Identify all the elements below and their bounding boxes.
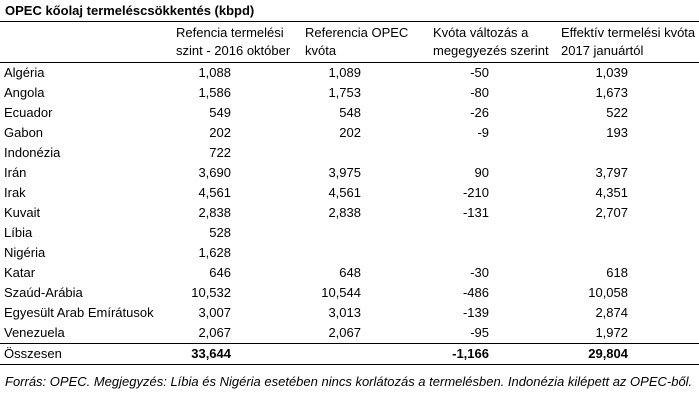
table-cell: 3,007 [198, 305, 231, 320]
table-cell [301, 223, 429, 243]
header-reference-quota: Referencia OPEC kvóta [301, 22, 429, 63]
table-cell: -95 [470, 325, 489, 340]
country-name: Algéria [4, 65, 45, 80]
total-label: Összesen [0, 344, 172, 365]
country-name: Ecuador [4, 105, 53, 120]
header-quota-change: Kvóta változás a megegyezés szerint [429, 22, 557, 63]
table-cell: 90 [474, 165, 489, 180]
table-cell: 10,058 [588, 285, 628, 300]
table-row [0, 223, 699, 243]
table-cell: 1,039 [595, 65, 628, 80]
table-cell: 2,874 [595, 305, 628, 320]
country-name: Nigéria [4, 245, 46, 260]
header-reference-production: Refencia termelési szint - 2016 október [172, 22, 301, 63]
table-cell: 2,838 [328, 205, 361, 220]
table-cell: 722 [209, 145, 231, 160]
table-cell: 522 [606, 105, 628, 120]
table-cell: 3,975 [328, 165, 361, 180]
table-cell [429, 243, 557, 263]
table-row [0, 303, 699, 323]
table-cell [301, 143, 429, 163]
table-cell: 1,673 [595, 85, 628, 100]
country-name: Indonézia [4, 145, 61, 160]
table-cell: 2,838 [198, 205, 231, 220]
table-cell: 618 [606, 265, 628, 280]
table-cell: 4,351 [595, 185, 628, 200]
country-name: Líbia [4, 225, 33, 240]
total-cell [301, 344, 429, 365]
country-name: Angola [4, 85, 45, 100]
table-row [0, 323, 699, 344]
source-note: Forrás: OPEC. Megjegyzés: Líbia és Nigéria esetében nincs korlátozás a termelésben. Indonézia kilépett az OPEC-ből. [5, 374, 693, 389]
table-cell: 4,561 [328, 185, 361, 200]
table-cell: -26 [470, 105, 489, 120]
table-cell: 3,797 [595, 165, 628, 180]
table-cell: -9 [477, 125, 489, 140]
header-country [0, 22, 172, 63]
table-cell: 528 [209, 225, 231, 240]
country-name: Kuvait [4, 205, 41, 220]
table-cell [557, 143, 699, 163]
table-cell: 3,013 [328, 305, 361, 320]
table-row [0, 163, 699, 183]
table-row [0, 243, 699, 263]
table-cell: -80 [470, 85, 489, 100]
table-cell: 1,586 [198, 85, 231, 100]
table-row [0, 263, 699, 283]
total-cell: 33,644 [172, 344, 301, 365]
table-title: OPEC kőolaj termeléscsökkentés (kbpd) [5, 3, 255, 18]
country-name: Gabon [4, 125, 44, 140]
table-cell [301, 243, 429, 263]
table-cell: -50 [470, 65, 489, 80]
header-row [0, 22, 699, 63]
table-row [0, 183, 699, 203]
table-row [0, 63, 699, 84]
header-effective-quota: Effektív termelési kvóta 2017 januártól [557, 22, 699, 63]
table-cell: 2,067 [328, 325, 361, 340]
table-cell [429, 143, 557, 163]
table-cell: 10,532 [191, 285, 231, 300]
production-table [0, 21, 699, 365]
table-cell: -139 [462, 305, 489, 320]
table-cell: 2,707 [595, 205, 628, 220]
table-row [0, 283, 699, 303]
table-cell: 1,089 [328, 65, 361, 80]
table-row [0, 83, 699, 103]
table-cell [557, 243, 699, 263]
table-row [0, 203, 699, 223]
country-name: Venezuela [4, 325, 65, 340]
table-cell: 10,544 [321, 285, 361, 300]
table-cell: 549 [209, 105, 231, 120]
table-cell: 2,067 [198, 325, 231, 340]
table-row [0, 103, 699, 123]
table-cell: -30 [470, 265, 489, 280]
country-name: Szaúd-Arábia [4, 285, 83, 300]
total-cell: -1,166 [429, 344, 557, 365]
table-cell: 1,628 [198, 245, 231, 260]
table-cell: 1,088 [198, 65, 231, 80]
table-cell: 548 [339, 105, 361, 120]
table-cell: 3,690 [198, 165, 231, 180]
table-cell [429, 223, 557, 243]
country-name: Egyesült Arab Emírátusok [4, 305, 154, 320]
country-name: Irán [4, 165, 27, 180]
table-cell: 646 [209, 265, 231, 280]
table-cell: 193 [606, 125, 628, 140]
table-cell: -131 [462, 205, 489, 220]
total-cell: 29,804 [557, 344, 699, 365]
table-row [0, 143, 699, 163]
table-cell: -486 [462, 285, 489, 300]
table-cell: 648 [339, 265, 361, 280]
table-cell: 202 [209, 125, 231, 140]
table-cell: 1,972 [595, 325, 628, 340]
country-name: Katar [4, 265, 36, 280]
table-cell: 202 [339, 125, 361, 140]
table-cell: -210 [462, 185, 489, 200]
total-row [0, 344, 699, 365]
country-name: Irak [4, 185, 26, 200]
table-row [0, 123, 699, 143]
table-cell: 1,753 [328, 85, 361, 100]
table-cell: 4,561 [198, 185, 231, 200]
table-cell [557, 223, 699, 243]
